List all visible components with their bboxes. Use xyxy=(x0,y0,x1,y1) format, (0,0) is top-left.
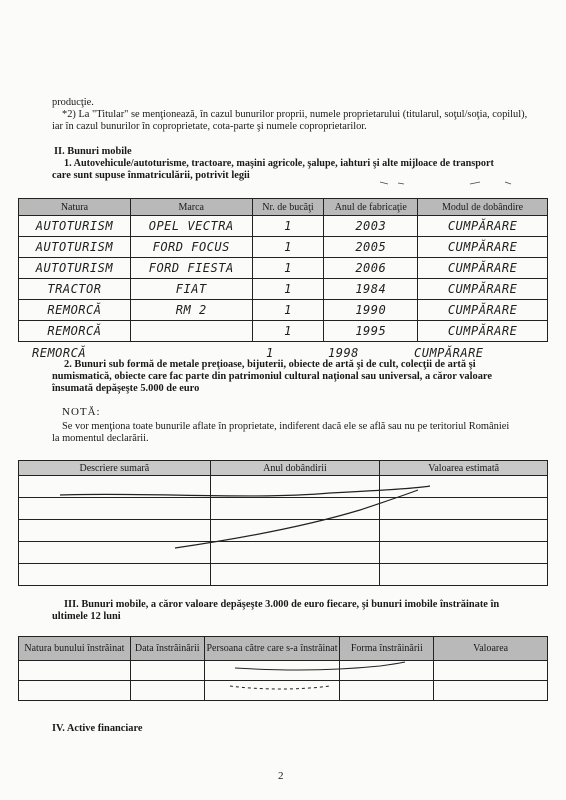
valuables-header-year: Anul dobândirii xyxy=(210,461,380,476)
vehicle-year: 1995 xyxy=(324,321,418,342)
vehicle-acquisition: CUMPĂRARE xyxy=(418,216,548,237)
note-line-2: la momentul declarării. xyxy=(52,433,149,444)
section-3-line-1: III. Bunuri mobile, a căror valoare depăşeşte 3.000 de euro fiecare, şi bunuri imobile înstrăinate în xyxy=(64,599,500,610)
vehicle-acquisition: CUMPĂRARE xyxy=(418,279,548,300)
section-2-2-line-2: numismatică, obiecte care fac parte din patrimoniul cultural naţional sau universal, a căror valoare xyxy=(52,371,492,382)
vehicle-natura: REMORCĂ xyxy=(19,321,131,342)
vehicle-count: 1 xyxy=(252,258,324,279)
intro-line-1: producţie. xyxy=(52,97,94,108)
vehicles-header-an-fabricatie: Anul de fabricaţie xyxy=(324,199,418,216)
vehicle-count: 1 xyxy=(252,321,324,342)
vehicle-count: 1 xyxy=(252,300,324,321)
vehicle-natura: TRACTOR xyxy=(19,279,131,300)
alienated-header-natura: Natura bunului înstrăinat xyxy=(19,637,131,661)
section-2-2-line-3: însumată depăşeşte 5.000 de euro xyxy=(52,383,200,394)
valuables-header-description: Descriere sumară xyxy=(19,461,211,476)
section-2-1-line-1: 1. Autovehicule/autoturisme, tractoare, maşini agricole, şalupe, iahturi şi alte mijloace de transport xyxy=(64,158,494,169)
note-line-1: Se vor menţiona toate bunurile aflate în proprietate, indiferent dacă ele se află sau nu pe teritoriul României xyxy=(62,421,510,432)
intro-line-2: *2) La "Titular" se menţionează, în cazul bunurilor proprii, numele proprietarului (titularul, soţul/soţia, copilul), xyxy=(62,109,528,120)
vehicle-natura: AUTOTURISM xyxy=(19,258,131,279)
vehicle-extra-year: 1998 xyxy=(328,346,359,360)
vehicle-year: 1990 xyxy=(324,300,418,321)
vehicle-marca: OPEL VECTRA xyxy=(130,216,252,237)
vehicle-natura: AUTOTURISM xyxy=(19,216,131,237)
vehicles-header-marca: Marca xyxy=(130,199,252,216)
vehicle-natura: AUTOTURISM xyxy=(19,237,131,258)
section-2-2-line-1: 2. Bunuri sub formă de metale preţioase, bijuterii, obiecte de artă şi de cult, colecţii de artă şi xyxy=(64,359,476,370)
vehicle-acquisition: CUMPĂRARE xyxy=(418,300,548,321)
vehicle-count: 1 xyxy=(252,279,324,300)
vehicle-acquisition: CUMPĂRARE xyxy=(418,321,548,342)
vehicle-year: 2003 xyxy=(324,216,418,237)
section-3-line-2: ultimele 12 luni xyxy=(52,611,121,622)
vehicle-extra-acquisition: CUMPĂRARE xyxy=(414,346,484,360)
vehicle-marca: FORD FOCUS xyxy=(130,237,252,258)
alienated-header-persoana: Persoana către care s-a înstrăinat xyxy=(204,637,340,661)
section-2-title: II. Bunuri mobile xyxy=(54,146,132,157)
page-number: 2 xyxy=(278,770,284,782)
vehicle-extra-natura: REMORCĂ xyxy=(32,346,87,360)
valuables-header-value: Valoarea estimată xyxy=(380,461,548,476)
note-title: NOTĂ: xyxy=(62,406,101,418)
vehicle-acquisition: CUMPĂRARE xyxy=(418,237,548,258)
vehicle-year: 1984 xyxy=(324,279,418,300)
vehicle-natura: REMORCĂ xyxy=(19,300,131,321)
vehicle-extra-count: 1 xyxy=(266,346,274,360)
alienated-header-forma: Forma înstrăinării xyxy=(340,637,434,661)
vehicle-marca: FIAT xyxy=(130,279,252,300)
vehicle-marca: FORD FIESTA xyxy=(130,258,252,279)
vehicle-acquisition: CUMPĂRARE xyxy=(418,258,548,279)
vehicle-count: 1 xyxy=(252,237,324,258)
alienated-header-data: Data înstrăinării xyxy=(130,637,204,661)
vehicle-year: 2005 xyxy=(324,237,418,258)
vehicle-marca: RM 2 xyxy=(130,300,252,321)
vehicles-header-mod-dobandire: Modul de dobândire xyxy=(418,199,548,216)
section-4-title: IV. Active financiare xyxy=(52,723,143,734)
vehicles-header-natura: Natura xyxy=(19,199,131,216)
alienated-header-valoarea: Valoarea xyxy=(434,637,548,661)
vehicle-year: 2006 xyxy=(324,258,418,279)
intro-line-3: iar în cazul bunurilor în coproprietate, cota-parte şi numele coproprietarilor. xyxy=(52,121,367,132)
vehicle-count: 1 xyxy=(252,216,324,237)
vehicles-header-nr-bucati: Nr. de bucăţi xyxy=(252,199,324,216)
section-2-1-line-2: care sunt supuse înmatriculării, potrivit legii xyxy=(52,170,250,181)
